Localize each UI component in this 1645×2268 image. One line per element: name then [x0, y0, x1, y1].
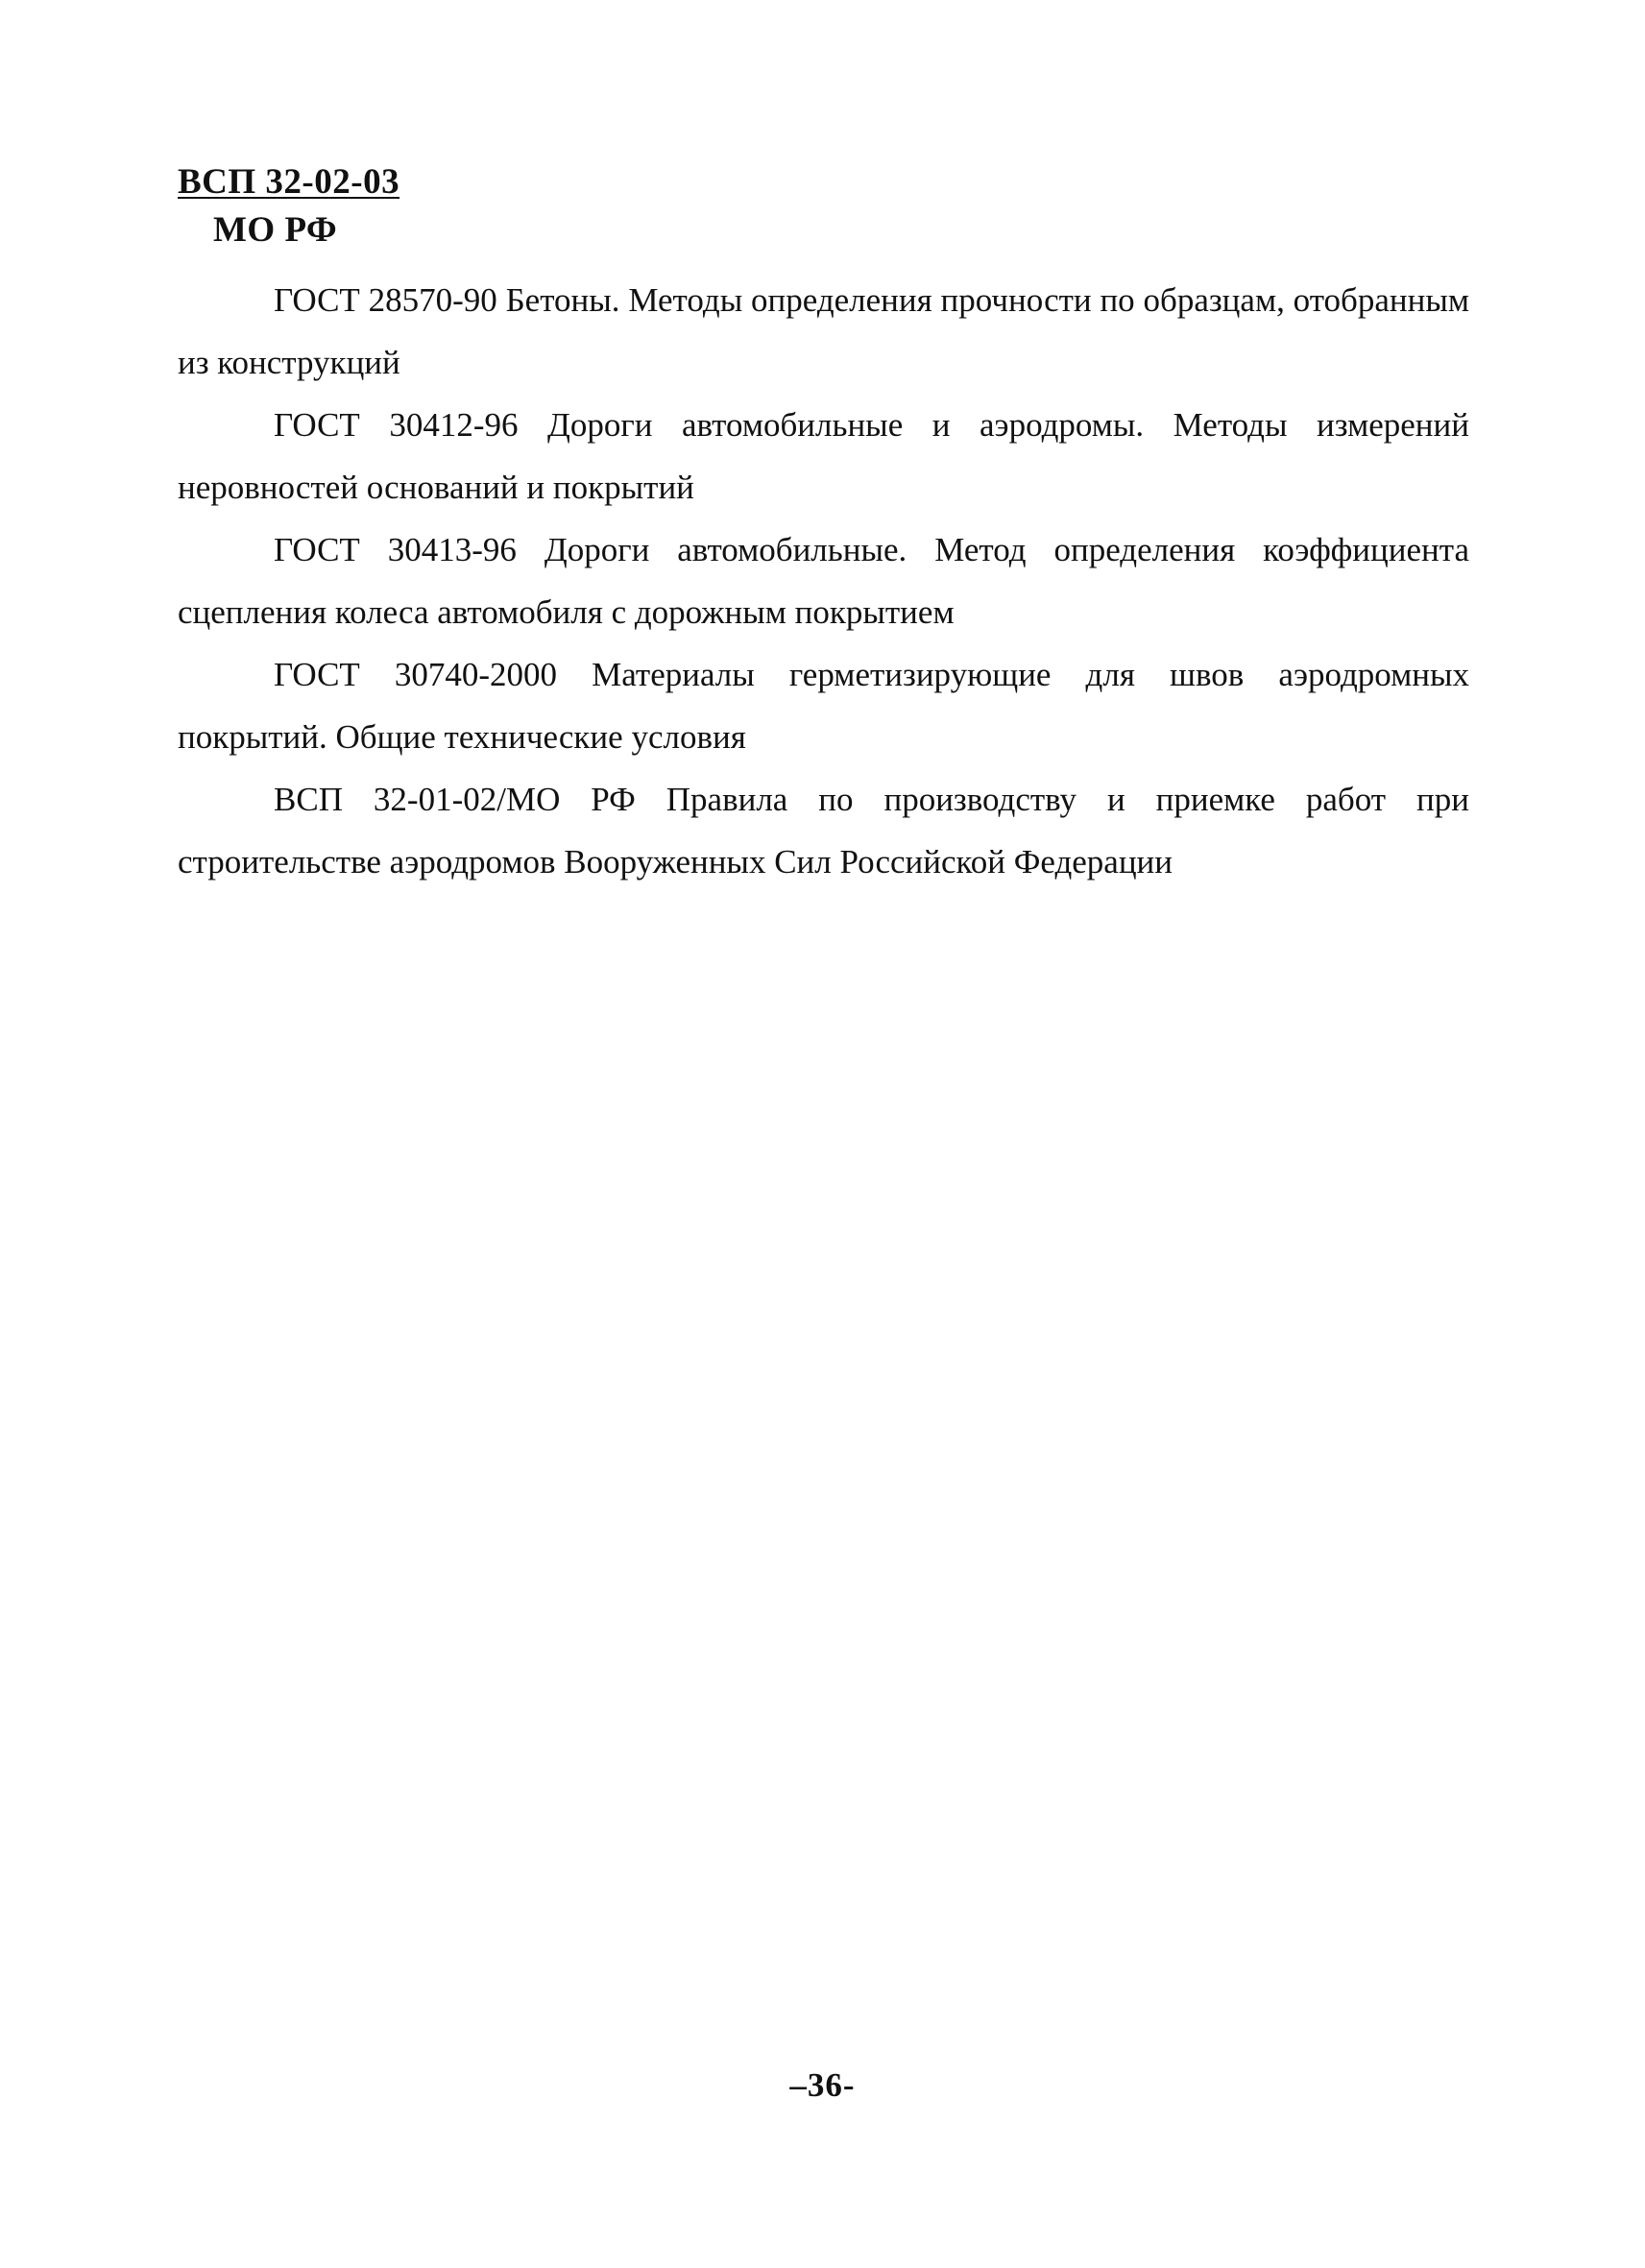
- reference-item: ГОСТ 28570-90 Бетоны. Методы определения прочности по образцам, отобранным из конструкций: [178, 281, 1469, 381]
- reference-item: ГОСТ 30413-96 Дороги автомобильные. Метод определения коэффициента сцепления колеса автомобиля с дорожным покрытием: [178, 531, 1469, 631]
- document-organization: МО РФ: [213, 210, 338, 250]
- reference-list: [178, 269, 1469, 893]
- page-number: –36-: [789, 2066, 856, 2104]
- reference-item: ГОСТ 30412-96 Дороги автомобильные и аэродромы. Методы измерений неровностей оснований и покрытий: [178, 406, 1469, 506]
- reference-item: ВСП 32-01-02/МО РФ Правила по производству и приемке работ при строительстве аэродромов Вооруженных Сил Российской Федерации: [178, 781, 1469, 881]
- reference-item: ГОСТ 30740-2000 Материалы герметизирующие для швов аэродромных покрытий. Общие технические условия: [178, 656, 1469, 756]
- document-code: ВСП 32-02-03: [178, 162, 400, 202]
